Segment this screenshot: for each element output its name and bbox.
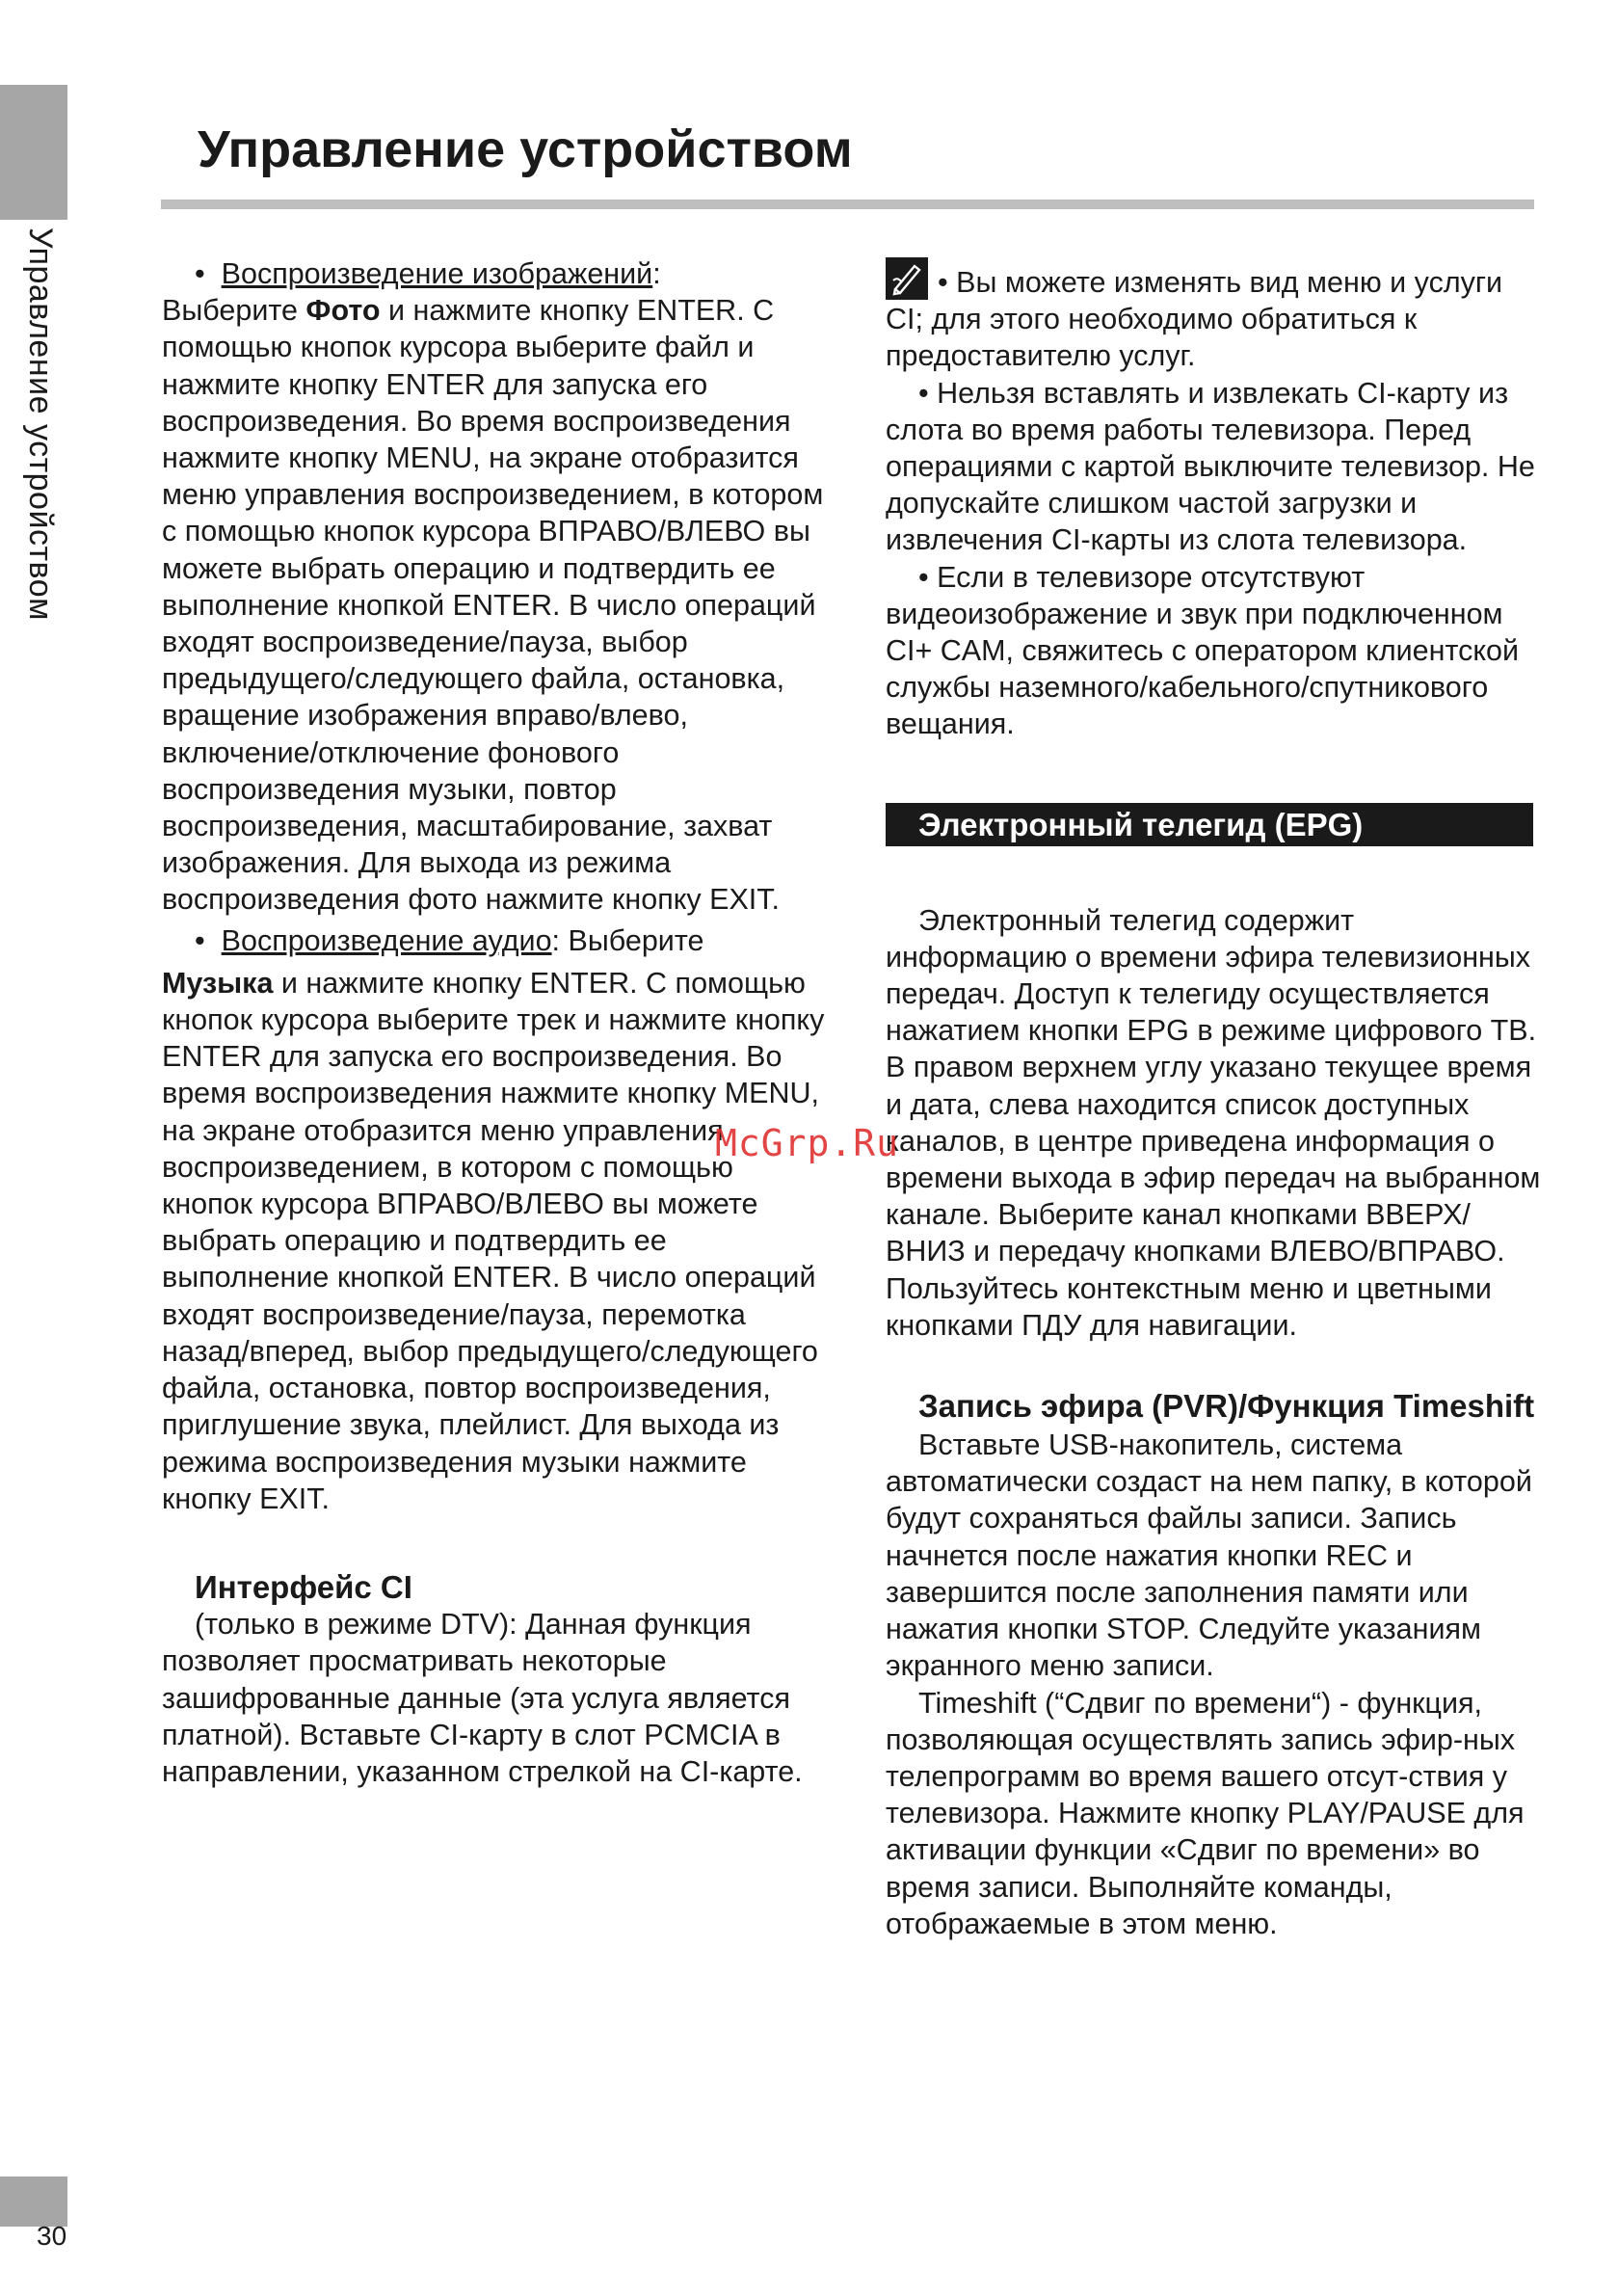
note-bullet-2: • Нельзя вставлять и извлекать CI-карту из слота во время работы телевизора. Перед операциями с картой выключите телевизор. Не допускайте слишком частой загрузки и извлечения CI-карты из слота телевизора. bbox=[886, 376, 1535, 557]
text-run: : Выберите bbox=[551, 923, 704, 957]
photo-playback-item bbox=[162, 255, 827, 292]
timeshift-text: Timeshift (“Сдвиг по времени“) - функция, позволяющая осуществлять запись эфир-ных телепрограмм во время вашего отсут-ствия у телевизора. Нажмите кнопку PLAY/PAUSE для активации функции «Сдвиг по времени» во время записи. Выполняйте команды, отображаемые в этом меню. bbox=[886, 1686, 1525, 1940]
epg-section-header: Электронный телегид (EPG) bbox=[886, 803, 1533, 846]
side-section-label: Управление устройством bbox=[22, 227, 59, 621]
epg-text: Электронный телегид содержит информацию о времени эфира телевизионных передач. Доступ к телегиду осуществляется нажатием кнопки EPG в режиме цифрового ТВ. В правом верхнем углу указано текущее время и дата, слева находится список доступных каналов, в центре приведена информация о времени выхода в эфир передач на выбранном канале. Выберите канал кнопками ВВЕРХ/ВНИЗ и передачу кнопками ВЛЕВО/ВПРАВО. Пользуйтесь контекстным меню и цветными кнопками ПДУ для навигации. bbox=[886, 903, 1541, 1342]
text-run: и нажмите кнопку ENTER. С помощью кнопок курсора выберите трек и нажмите кнопку ENTER для запуска его воспроизведения. Во время воспроизведения нажмите кнопку MENU, на экране отобразится меню управления воспроизведением, в котором с помощью кнопок курсора ВПРАВО/ВЛЕВО вы можете выбрать операцию и подтвердить ее выполнение кнопкой ENTER. В число операций входят воспроизведение/пауза, перемотка назад/вперед, выбор предыдущего/следующего файла, остановка, повтор воспроизведения, приглушение звука, плейлист. Для выхода из режима воспроизведения музыки нажмите кнопку EXIT. bbox=[162, 966, 825, 1515]
pvr-text: Вставьте USB-накопитель, система автоматически создаст на нем папку, в которой будут сохраняться файлы записи. Запись начнется после нажатия кнопки REC и завершится после заполнения памяти или нажатия кнопки STOP. Следуйте указаниям экранного меню записи. bbox=[886, 1428, 1532, 1683]
photo-playback-heading: Воспроизведение изображений bbox=[221, 257, 653, 290]
bullet: • bbox=[195, 257, 205, 290]
photo-playback-text bbox=[162, 292, 827, 918]
note-bullet-3: • Если в телевизоре отсутствуют видеоизображение и звук при подключенном CI+ CAM, свяжитесь с оператором клиентской службы наземного/кабельного/спутникового вещания. bbox=[886, 560, 1520, 741]
pvr-section-title: Запись эфира (PVR)/Функция Timeshift bbox=[918, 1388, 1535, 1425]
audio-playback-text bbox=[162, 965, 827, 1517]
page-number: 30 bbox=[37, 2221, 67, 2251]
audio-keyword: Музыка bbox=[162, 966, 274, 1000]
note-pen-icon bbox=[886, 257, 928, 300]
audio-playback-item bbox=[162, 922, 827, 959]
audio-playback-heading: Воспроизведение аудио bbox=[221, 923, 552, 957]
bullet: • bbox=[195, 923, 205, 957]
colon: : bbox=[652, 257, 661, 290]
text-run: Выберите bbox=[162, 294, 306, 328]
side-tab-top bbox=[0, 85, 67, 220]
side-tab-bottom bbox=[0, 2176, 67, 2227]
text-run: • Вы можете изменять вид меню и услуги CI; для этого необходимо обратиться к предоставителю услуг. bbox=[886, 266, 1503, 373]
photo-keyword: Фото bbox=[305, 294, 381, 328]
left-column bbox=[162, 255, 827, 1790]
right-column bbox=[886, 257, 1541, 1942]
title-rule bbox=[161, 200, 1534, 209]
text-run: и нажмите кнопку ENTER. С помощью кнопок курсора выберите файл и нажмите кнопку ENTER для запуска его воспроизведения. Во время воспроизведения нажмите кнопку MENU, на экране отобразится меню управления воспроизведением, в котором с помощью кнопок курсора ВПРАВО/ВЛЕВО вы можете выбрать операцию и подтвердить ее выполнение кнопкой ENTER. В число операций входят воспроизведение/пауза, выбор предыдущего/следующего файла, остановка, вращение изображения вправо/влево, включение/отключение фонового воспроизведения музыки, повтор воспроизведения, масштабирование, захват изображения. Для выхода из режима воспроизведения фото нажмите кнопку EXIT. bbox=[162, 294, 824, 917]
note-bullet-1 bbox=[886, 257, 1541, 375]
watermark: McGrp.Ru bbox=[715, 1122, 900, 1164]
ci-interface-title: Интерфейс CI bbox=[195, 1568, 412, 1605]
ci-interface-text: (только в режиме DTV): Данная функция позволяет просматривать некоторые зашифрованные данные (эта услуга является платной). Вставьте CI-карту в слот PCMCIA в направлении, указанном стрелкой на CI-карте. bbox=[162, 1608, 803, 1788]
page-title: Управление устройством bbox=[198, 120, 853, 178]
